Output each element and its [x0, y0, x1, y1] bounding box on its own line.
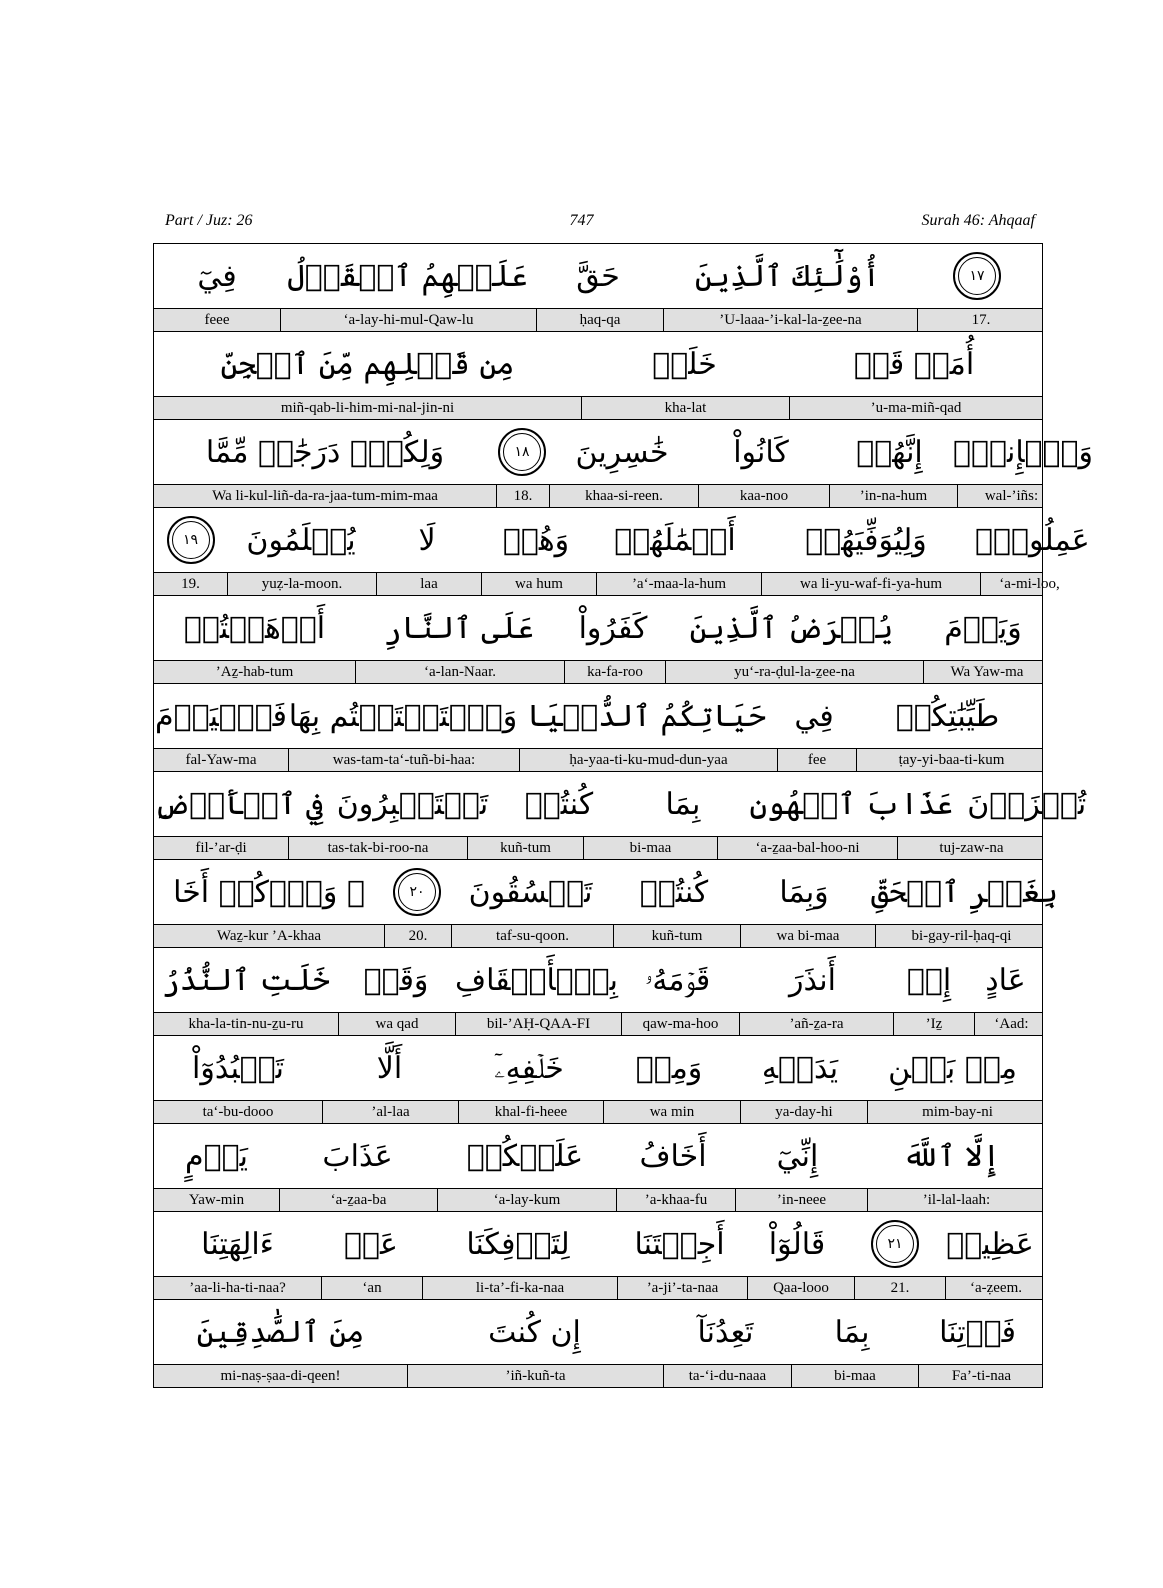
arabic-word: يُظۡلَمُونَ — [246, 522, 356, 558]
transliteration-word: ‘Aad: — [994, 1015, 1029, 1032]
arabic-word: أَجِئۡتَنَا — [634, 1226, 725, 1262]
arabic-line — [154, 1124, 1042, 1188]
verse-row — [154, 684, 1042, 772]
transliteration-word: 19. — [154, 573, 228, 595]
arabic-word: أَذۡهَبۡتُمۡ — [183, 610, 326, 646]
arabic-word: حَقَّ — [576, 258, 620, 294]
verse-end-marker: ٢٠ — [393, 868, 441, 916]
arabic-word: إِن كُنتَ — [488, 1314, 581, 1350]
verse-row — [154, 1124, 1042, 1212]
arabic-word: تَفۡسُقُونَ — [468, 874, 593, 910]
transliteration-word: fil-’ar-ḍi — [154, 837, 289, 859]
arabic-word: عَذَابَ — [322, 1138, 393, 1174]
arabic-word: فِيٓ — [197, 258, 237, 294]
transliteration-word: bi-maa — [792, 1365, 919, 1387]
transliteration-word: bi-gay-ril-ḥaq-qi — [911, 927, 1012, 944]
arabic-word: كَانُواْ — [733, 434, 789, 470]
transliteration-word: Qaa-looo — [748, 1277, 855, 1299]
transliteration-word: ḥa-yaa-ti-ku-mud-dun-yaa — [520, 749, 778, 771]
transliteration-word: ‘a-ẕaa-ba — [280, 1189, 438, 1211]
transliteration-line — [154, 1188, 1042, 1211]
transliteration-word: ’a‘-maa-la-hum — [597, 573, 762, 595]
arabic-word: ۞ وَٱذۡكُرۡ أَخَا — [173, 874, 365, 910]
transliteration-word: ya-day-hi — [741, 1101, 868, 1123]
transliteration-word: ta-‘i-du-naaa — [664, 1365, 792, 1387]
verse-row — [154, 1036, 1042, 1124]
transliteration-word: wa li-yu-waf-fi-ya-hum — [762, 573, 981, 595]
transliteration-word: wa bi-maa — [741, 925, 876, 947]
transliteration-word: kha-lat — [582, 397, 790, 419]
transliteration-word: ’Aẕ-hab-tum — [154, 661, 356, 683]
transliteration-word: ‘a-lay-hi-mul-Qaw-lu — [281, 309, 537, 331]
transliteration-word: Wa li-kul-liñ-da-ra-jaa-tum-mim-maa — [154, 485, 497, 507]
arabic-word: وَلِكُلّٖ دَرَجَٰتٞ مِّمَّا — [205, 434, 445, 470]
arabic-line — [154, 332, 1042, 396]
transliteration-word: ’iñ-kuñ-ta — [408, 1365, 664, 1387]
word-table — [153, 243, 1093, 1388]
transliteration-word: ‘a-lay-kum — [438, 1189, 617, 1211]
transliteration-word: ’u-ma-miñ-qad — [870, 399, 962, 416]
arabic-word: ءَالِهَتِنَا — [201, 1226, 274, 1262]
arabic-word: أَنذَرَ — [789, 962, 836, 998]
transliteration-word: kha-la-tin-nu-ẕu-ru — [154, 1013, 339, 1035]
arabic-word: بِمَا — [665, 786, 701, 822]
verse-row — [154, 244, 1042, 332]
arabic-word: كَفَرُواْ — [578, 610, 648, 646]
transliteration-line — [154, 924, 1042, 947]
arabic-word: تُجۡزَوۡنَ — [967, 786, 1087, 822]
transliteration-word: ‘a-ẕaa-bal-hoo-ni — [718, 837, 898, 859]
transliteration-line — [154, 308, 1042, 331]
transliteration-word: ḥaq-qa — [537, 309, 664, 331]
arabic-line — [154, 420, 1093, 484]
arabic-word: فَٱلۡيَوۡمَ — [155, 698, 287, 734]
arabic-word: أُوْلَٰٓئِكَ ٱلَّذِينَ — [694, 258, 881, 294]
transliteration-word: Wa Yaw-ma — [950, 663, 1024, 680]
transliteration-word: ‘a-ẓeem. — [969, 1279, 1023, 1296]
transliteration-word: fee — [778, 749, 857, 771]
verse-row — [154, 420, 1093, 508]
arabic-word: يَدَيۡهِ — [761, 1050, 839, 1086]
transliteration-word: Waẕ-kur ’A-khaa — [154, 925, 385, 947]
arabic-word: طَيِّبَٰتِكُمۡ — [895, 698, 1000, 734]
arabic-word: فِي ٱلۡأَرۡضِ — [154, 786, 324, 822]
verse-row — [154, 1300, 1042, 1387]
arabic-word: وَٱسۡتَمۡتَعۡتُم بِهَا — [288, 698, 518, 734]
transliteration-word: qaw-ma-hoo — [622, 1013, 740, 1035]
arabic-word: كُنتُمۡ — [524, 786, 594, 822]
transliteration-word: wa qad — [339, 1013, 456, 1035]
juz-label: Part / Juz: 26 — [165, 212, 253, 229]
transliteration-word: ’in-na-hum — [830, 485, 958, 507]
transliteration-word: was-tam-ta‘-tuñ-bi-haa: — [289, 749, 520, 771]
arabic-word: إِلَّا ٱللَّهَ — [902, 1138, 1001, 1174]
arabic-word: يَوۡمٍ — [185, 1138, 248, 1174]
transliteration-line — [154, 836, 1042, 859]
arabic-word: وَقَدۡ — [363, 962, 429, 998]
arabic-word: أَعۡمَٰلَهُمۡ — [614, 522, 736, 558]
arabic-word: عَلَى ٱلنَّارِ — [383, 610, 535, 646]
arabic-word: قَالُوٓاْ — [768, 1226, 826, 1262]
transliteration-word: ka-fa-roo — [565, 661, 666, 683]
transliteration-line — [154, 1100, 1042, 1123]
arabic-word: عَنۡ — [344, 1226, 398, 1262]
verse-end-marker: ١٧ — [953, 252, 1001, 300]
arabic-word: خَلَتۡ — [652, 346, 717, 382]
transliteration-word: kuñ-tum — [468, 837, 584, 859]
verse-row — [154, 1212, 1042, 1300]
arabic-word: مِن قَبۡلِهِم مِّنَ ٱلۡجِنِّ — [220, 346, 515, 382]
verse-row — [154, 332, 1042, 420]
arabic-line — [154, 1300, 1042, 1364]
arabic-line — [154, 684, 1042, 748]
transliteration-word: feee — [154, 309, 281, 331]
arabic-word: وَبِمَا — [779, 874, 829, 910]
transliteration-word: ṭay-yi-baa-ti-kum — [898, 751, 1005, 768]
arabic-word: حَيَاتِكُمُ ٱلدُّنۡيَا — [527, 698, 766, 734]
transliteration-word: bi-maa — [584, 837, 718, 859]
transliteration-word: kaa-noo — [699, 485, 830, 507]
verse-end-marker: ١٩ — [167, 516, 215, 564]
transliteration-line — [154, 1012, 1042, 1035]
transliteration-word: mi-naṣ-ṣaa-di-qeen! — [154, 1365, 408, 1387]
arabic-word: مِنۢ بَيۡنِ — [888, 1050, 1017, 1086]
arabic-word: وَٱلۡإِنسِۖ — [953, 434, 1093, 470]
transliteration-word: taf-su-qoon. — [452, 925, 614, 947]
transliteration-word: wa min — [604, 1101, 741, 1123]
arabic-word: قَوۡمَهُۥ — [644, 962, 711, 998]
transliteration-line — [154, 396, 1042, 419]
transliteration-word: ’al-laa — [323, 1101, 459, 1123]
transliteration-word: bil-’AḤ-QAA-FI — [456, 1013, 622, 1035]
transliteration-word: ’a-khaa-fu — [617, 1189, 736, 1211]
verse-row — [154, 948, 1042, 1036]
arabic-line — [154, 508, 1090, 572]
surah-label: Surah 46: Ahqaaf — [921, 212, 1035, 229]
transliteration-line — [154, 1276, 1042, 1299]
arabic-word: مِنَ ٱلصَّٰدِقِينَ — [196, 1314, 365, 1350]
arabic-word: بِغَيۡرِ ٱلۡحَقِّ — [871, 874, 1059, 910]
transliteration-line — [154, 572, 1060, 595]
transliteration-word: Fa’-ti-naa — [951, 1367, 1012, 1384]
arabic-word: عَمِلُواْۖ — [975, 522, 1090, 558]
transliteration-word: yuẓ-la-moon. — [228, 573, 377, 595]
arabic-word: عَادٍ — [985, 962, 1026, 998]
transliteration-word: kuñ-tum — [614, 925, 741, 947]
arabic-word: أَلَّا — [376, 1050, 403, 1086]
arabic-word: تَعِدُنَآ — [697, 1314, 754, 1350]
transliteration-word: miñ-qab-li-him-mi-nal-jin-ni — [154, 397, 582, 419]
transliteration-word: 21. — [855, 1277, 946, 1299]
arabic-word: كُنتُمۡ — [639, 874, 709, 910]
transliteration-word: wa hum — [482, 573, 597, 595]
arabic-word: إِنَّهُمۡ — [856, 434, 923, 470]
transliteration-word: ’in-neee — [736, 1189, 868, 1211]
arabic-line — [154, 860, 1059, 924]
arabic-word: وَيَوۡمَ — [944, 610, 1022, 646]
arabic-word: خَلۡفِهِۦٓ — [494, 1050, 564, 1086]
arabic-word: عَظِيمٖ — [946, 1226, 1034, 1262]
transliteration-word: tas-tak-bi-roo-na — [289, 837, 468, 859]
verse-row — [154, 596, 1042, 684]
transliteration-word: ’a-ji’-ta-naa — [618, 1277, 748, 1299]
transliteration-word: ’aa-li-ha-ti-naa? — [154, 1277, 322, 1299]
arabic-word: عَلَيۡهِمُ ٱلۡقَوۡلُ — [287, 258, 528, 294]
transliteration-word: ’añ-ẕa-ra — [740, 1013, 894, 1035]
arabic-word: فِي — [794, 698, 834, 734]
transliteration-word: khal-fi-heee — [459, 1101, 604, 1123]
verse-row — [154, 772, 1087, 860]
page-number: 747 — [569, 212, 594, 229]
arabic-word: عَذَابَ ٱلۡهُونِ — [749, 786, 954, 822]
arabic-word: بِمَا — [834, 1314, 870, 1350]
transliteration-word: ’U-laaa-’i-kal-la-ẕee-na — [664, 309, 918, 331]
transliteration-word: ’il-lal-laah: — [922, 1191, 991, 1208]
transliteration-word: ‘a-lan-Naar. — [356, 661, 565, 683]
verse-row — [154, 508, 1090, 596]
verse-row — [154, 860, 1059, 948]
transliteration-line — [154, 484, 1042, 507]
transliteration-word: wal-’iñs: — [984, 487, 1039, 504]
transliteration-word: fal-Yaw-ma — [154, 749, 289, 771]
arabic-word: أُمَمٖ قَدۡ — [853, 346, 975, 382]
arabic-word: وَهُمۡ — [502, 522, 570, 558]
arabic-line — [154, 1036, 1042, 1100]
transliteration-line — [154, 748, 1042, 771]
arabic-word: لَا — [418, 522, 436, 558]
arabic-word: وَمِنۡ — [635, 1050, 703, 1086]
transliteration-word: Yaw-min — [154, 1189, 280, 1211]
transliteration-word: khaa-si-reen. — [550, 485, 699, 507]
transliteration-line — [154, 660, 1042, 683]
arabic-word: إِذۡ — [906, 962, 952, 998]
transliteration-word: 17. — [971, 311, 991, 328]
arabic-word: عَلَيۡكُمۡ — [466, 1138, 584, 1174]
transliteration-word: li-ta’-fi-ka-naa — [423, 1277, 618, 1299]
transliteration-word: ’Iẕ — [894, 1013, 975, 1035]
transliteration-word: ‘a-mi-loo, — [999, 575, 1060, 592]
transliteration-word: tuj-zaw-na — [939, 839, 1004, 856]
transliteration-word: yu‘-ra-ḍul-la-ẕee-na — [666, 661, 924, 683]
arabic-line — [154, 772, 1087, 836]
arabic-word: تَسۡتَكۡبِرُونَ — [336, 786, 489, 822]
arabic-word: خَلَتِ ٱلنُّذُرُ — [162, 962, 330, 998]
transliteration-word: 20. — [385, 925, 452, 947]
arabic-line — [154, 1212, 1042, 1276]
arabic-word: وَلِيُوَفِّيَهُمۡ — [805, 522, 927, 558]
transliteration-word: ta‘-bu-dooo — [154, 1101, 323, 1123]
transliteration-word: laa — [377, 573, 482, 595]
arabic-word: تَعۡبُدُوٓاْ — [192, 1050, 284, 1086]
arabic-word: يُعۡرَضُ ٱلَّذِينَ — [689, 610, 894, 646]
arabic-word: أَخَافُ — [639, 1138, 707, 1174]
transliteration-word: 18. — [497, 485, 550, 507]
arabic-word: بِٱلۡأَحۡقَافِ — [455, 962, 618, 998]
arabic-line — [154, 948, 1042, 1012]
arabic-word: لِتَأۡفِكَنَا — [466, 1226, 570, 1262]
arabic-word: خَٰسِرِينَ — [575, 434, 669, 470]
arabic-word: إِنِّيٓ — [776, 1138, 819, 1174]
transliteration-line — [154, 1364, 1042, 1387]
transliteration-word: ‘an — [322, 1277, 423, 1299]
verse-end-marker: ٢١ — [871, 1220, 919, 1268]
verse-end-marker: ١٨ — [498, 428, 546, 476]
arabic-line — [154, 244, 1042, 308]
transliteration-word: mim-bay-ni — [922, 1103, 993, 1120]
arabic-word: فَأۡتِنَا — [939, 1314, 1016, 1350]
arabic-line — [154, 596, 1042, 660]
